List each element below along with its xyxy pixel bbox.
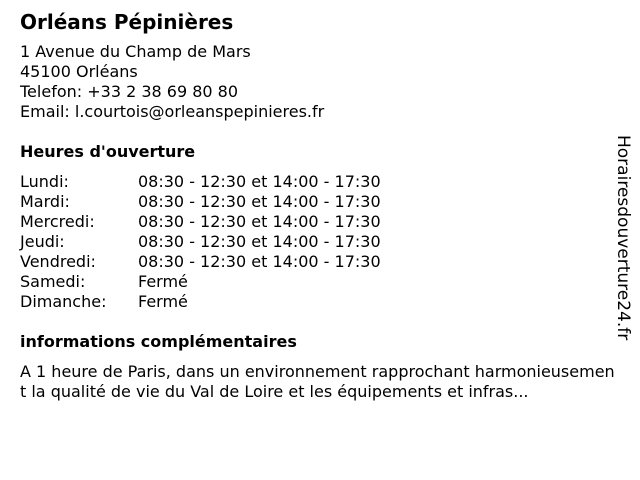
business-name: Orléans Pépinières: [20, 10, 234, 34]
email-text: Email: l.courtois@orleanspepinieres.fr: [20, 102, 325, 121]
hours-row-monday: [20, 172, 620, 192]
phone-text: Telefon: +33 2 38 69 80 80: [20, 82, 239, 101]
business-card: [20, 10, 620, 402]
day-label: Vendredi:: [20, 252, 96, 271]
day-label: Lundi:: [20, 172, 69, 191]
hours-value: 08:30 - 12:30 et 14:00 - 17:30: [138, 232, 381, 251]
site-watermark: Horairesdouverture24.fr: [613, 135, 633, 341]
hours-value: Fermé: [138, 292, 188, 311]
contact-block: [20, 42, 620, 122]
additional-info-heading: informations complémentaires: [20, 332, 297, 351]
hours-value: 08:30 - 12:30 et 14:00 - 17:30: [138, 212, 381, 231]
day-label: Jeudi:: [20, 232, 65, 251]
hours-row-thursday: [20, 232, 620, 252]
day-label: Dimanche:: [20, 292, 107, 311]
day-label: Mardi:: [20, 192, 70, 211]
opening-hours-table: [20, 172, 620, 312]
hours-row-saturday: [20, 272, 620, 292]
additional-info-text: A 1 heure de Paris, dans un environnement rapprochant harmonieusement la qualité de vie du Val de Loire et les équipements et infras...: [20, 362, 615, 401]
hours-row-wednesday: [20, 212, 620, 232]
day-label: Samedi:: [20, 272, 86, 291]
hours-value: 08:30 - 12:30 et 14:00 - 17:30: [138, 172, 381, 191]
day-label: Mercredi:: [20, 212, 95, 231]
hours-value: 08:30 - 12:30 et 14:00 - 17:30: [138, 252, 381, 271]
hours-row-tuesday: [20, 192, 620, 212]
opening-hours-heading: Heures d'ouverture: [20, 142, 196, 161]
hours-value: 08:30 - 12:30 et 14:00 - 17:30: [138, 192, 381, 211]
hours-row-sunday: [20, 292, 620, 312]
hours-value: Fermé: [138, 272, 188, 291]
address-line-2: 45100 Orléans: [20, 62, 138, 81]
address-line-1: 1 Avenue du Champ de Mars: [20, 42, 251, 61]
hours-row-friday: [20, 252, 620, 272]
